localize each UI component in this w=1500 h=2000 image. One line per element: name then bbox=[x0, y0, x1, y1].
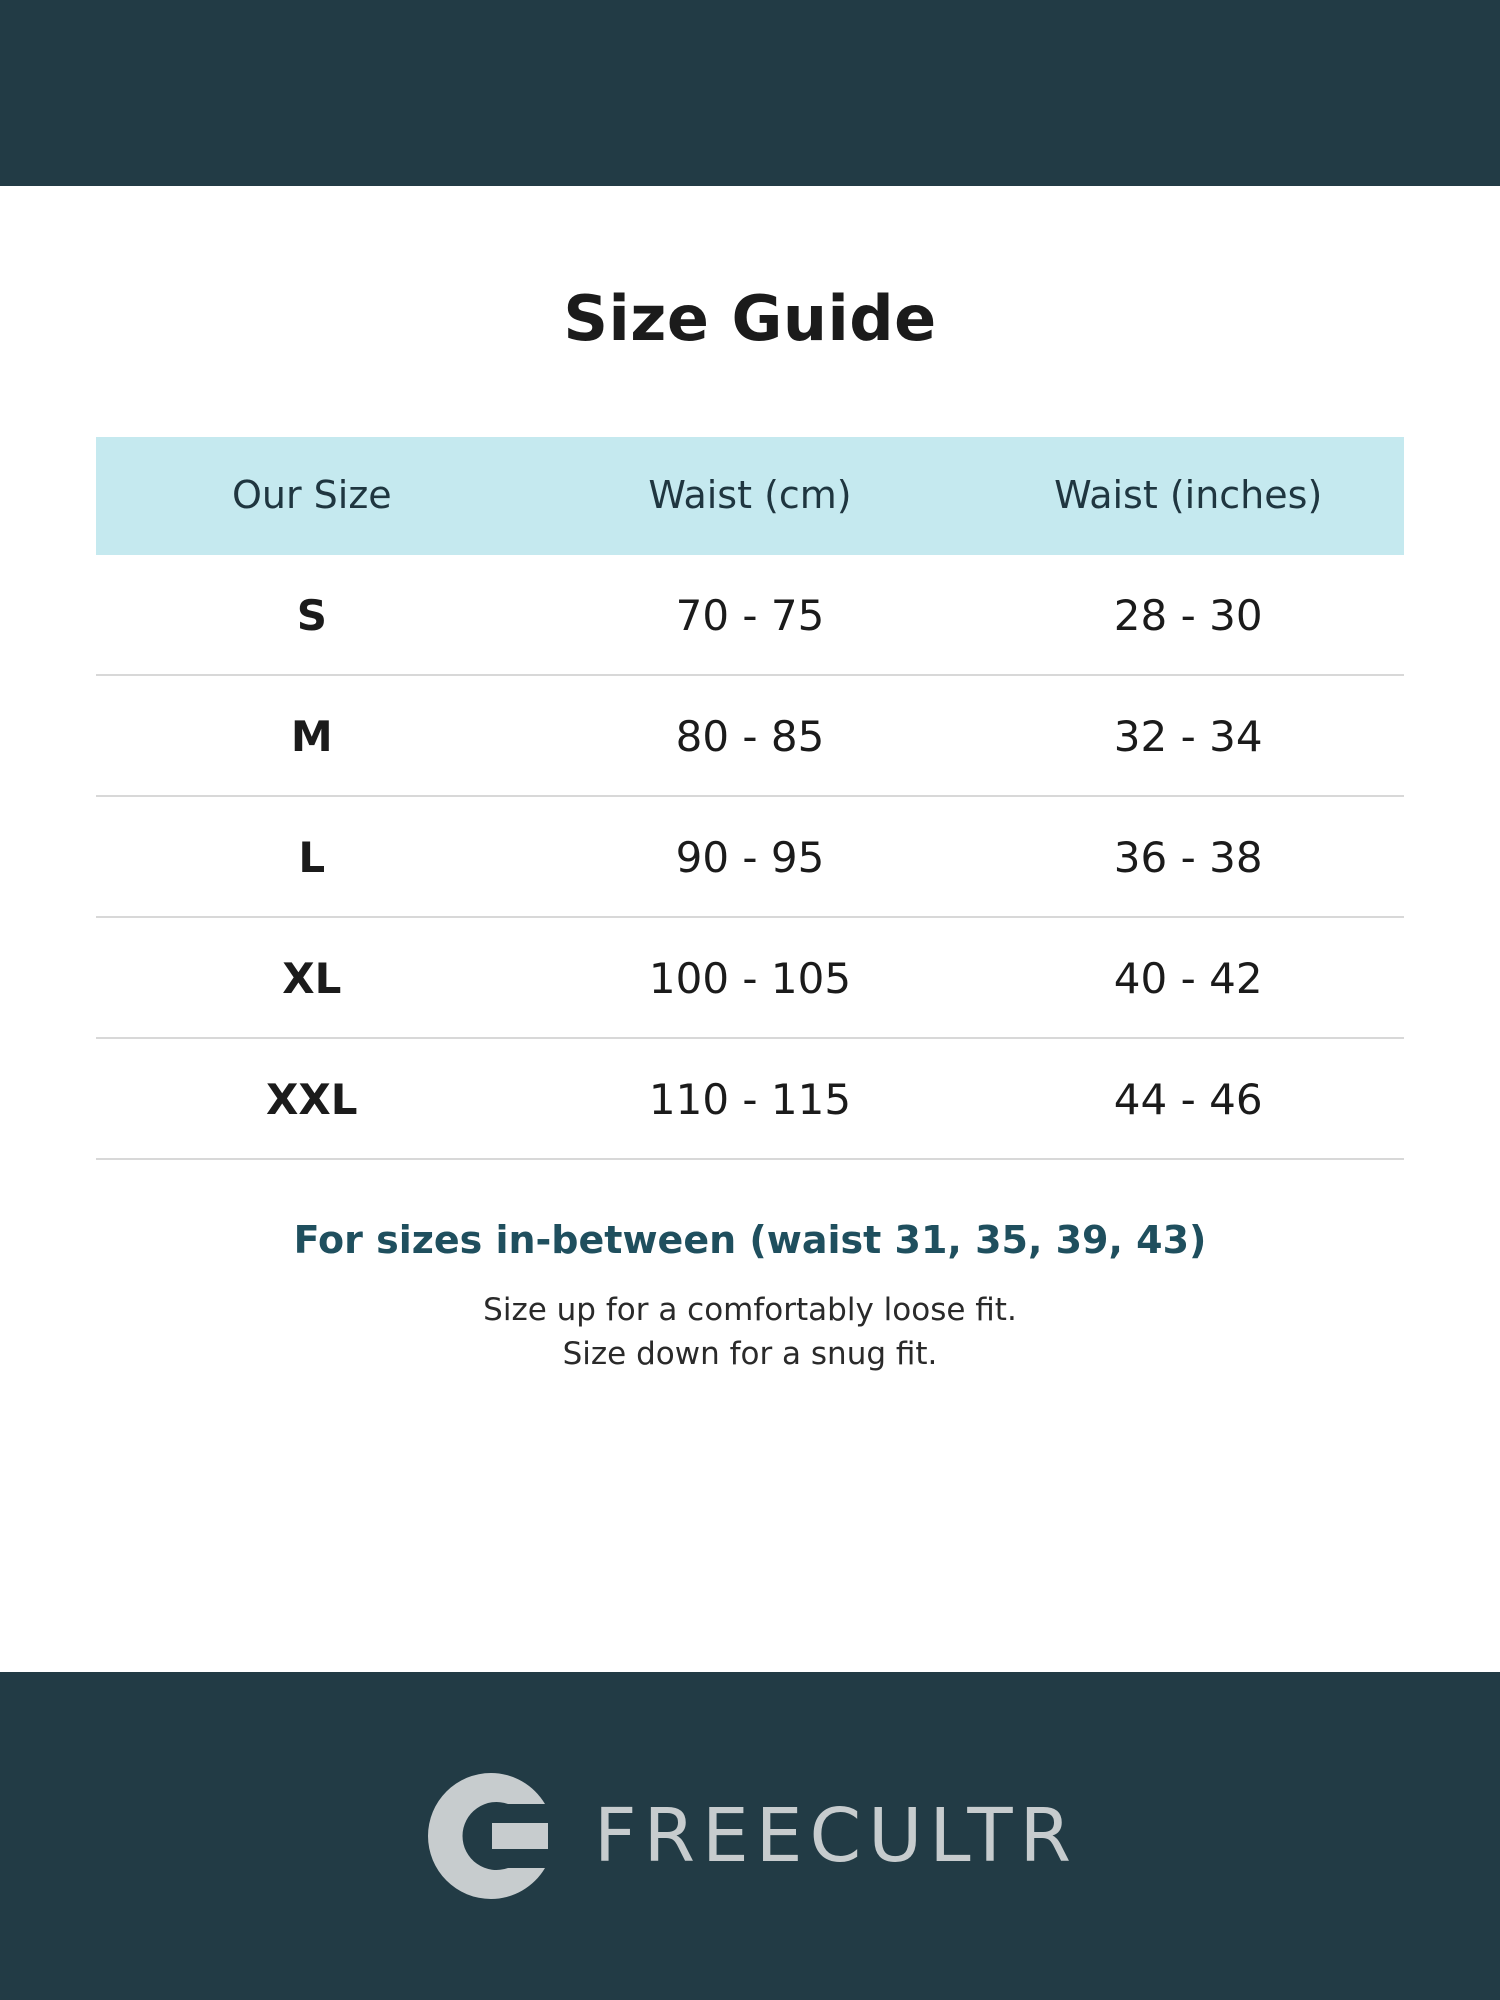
cell-waist-cm: 70 - 75 bbox=[528, 555, 973, 675]
cell-size: S bbox=[96, 555, 528, 675]
column-header-waist-inches: Waist (inches) bbox=[972, 437, 1404, 555]
table-row bbox=[96, 1038, 1404, 1159]
table-header-row bbox=[96, 437, 1404, 555]
cell-waist-cm: 110 - 115 bbox=[528, 1038, 973, 1159]
cell-waist-inches: 32 - 34 bbox=[972, 675, 1404, 796]
cell-size: XL bbox=[96, 917, 528, 1038]
sizing-note bbox=[96, 1218, 1404, 1376]
table-head bbox=[96, 437, 1404, 555]
page-title: Size Guide bbox=[563, 282, 937, 355]
cell-waist-cm: 100 - 105 bbox=[528, 917, 973, 1038]
footer-band bbox=[0, 1672, 1500, 2000]
table-body bbox=[96, 555, 1404, 1159]
table-row bbox=[96, 555, 1404, 675]
brand-name: FREECULTR bbox=[594, 1793, 1078, 1879]
table-row bbox=[96, 675, 1404, 796]
size-table-wrapper bbox=[96, 437, 1404, 1160]
size-guide-card bbox=[0, 186, 1500, 1672]
note-heading: For sizes in-between (waist 31, 35, 39, 43) bbox=[293, 1218, 1207, 1262]
column-header-waist-cm: Waist (cm) bbox=[528, 437, 973, 555]
column-header-our-size: Our Size bbox=[96, 437, 528, 555]
cell-size: L bbox=[96, 796, 528, 917]
cell-waist-cm: 90 - 95 bbox=[528, 796, 973, 917]
freecultr-c-logo-icon bbox=[422, 1767, 560, 1905]
top-band bbox=[0, 0, 1500, 186]
cell-waist-inches: 28 - 30 bbox=[972, 555, 1404, 675]
cell-waist-inches: 40 - 42 bbox=[972, 917, 1404, 1038]
table-row bbox=[96, 917, 1404, 1038]
note-line-size-up: Size up for a comfortably loose fit. bbox=[483, 1292, 1017, 1328]
size-table bbox=[96, 437, 1404, 1160]
note-line-size-down: Size down for a snug fit. bbox=[562, 1336, 938, 1373]
cell-size: M bbox=[96, 675, 528, 796]
cell-waist-inches: 36 - 38 bbox=[972, 796, 1404, 917]
cell-size: XXL bbox=[96, 1038, 528, 1159]
table-row bbox=[96, 796, 1404, 917]
cell-waist-cm: 80 - 85 bbox=[528, 675, 973, 796]
cell-waist-inches: 44 - 46 bbox=[972, 1038, 1404, 1159]
